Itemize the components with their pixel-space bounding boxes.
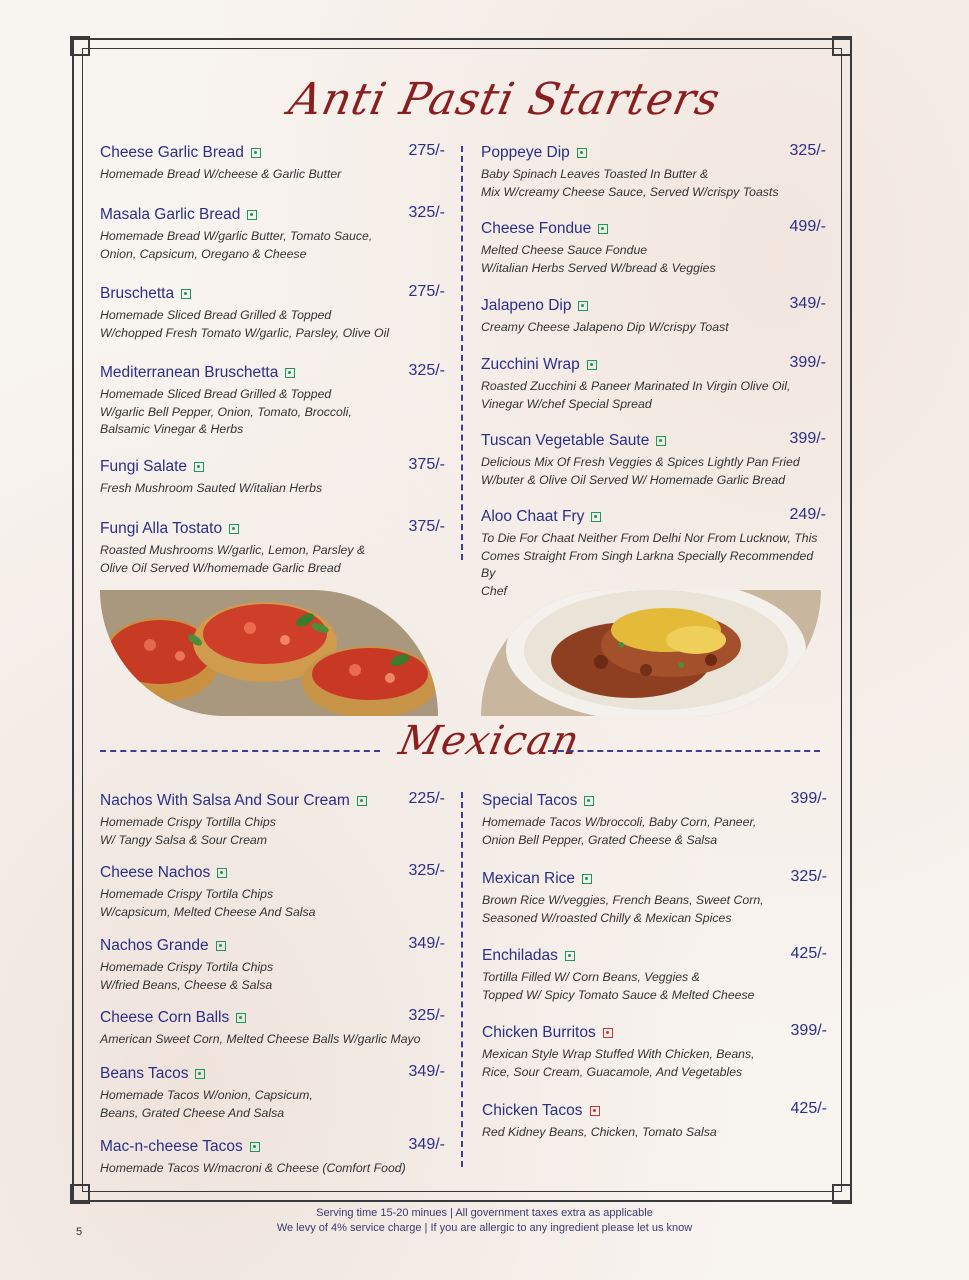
- veg-icon: [587, 360, 597, 370]
- item-description: Brown Rice W/veggies, French Beans, Sweet Corn, Seasoned W/roasted Chilly & Mexican Spices: [482, 893, 764, 925]
- item-description: Homemade Tacos W/onion, Capsicum, Beans, Grated Cheese And Salsa: [100, 1088, 313, 1120]
- veg-icon: [656, 436, 666, 446]
- item-price: 425/-: [790, 945, 827, 962]
- item-price: 399/-: [790, 790, 827, 807]
- veg-icon: [251, 148, 261, 158]
- item-description: Creamy Cheese Jalapeno Dip W/crispy Toast: [481, 320, 729, 334]
- menu-item: [482, 1102, 827, 1142]
- menu-item: [481, 356, 826, 413]
- item-price: 425/-: [790, 1100, 827, 1117]
- item-price: 325/-: [408, 362, 445, 379]
- menu-item: [100, 1009, 445, 1049]
- frame-corner: [832, 1184, 852, 1204]
- item-description: Delicious Mix Of Fresh Veggies & Spices Lightly Pan Fried W/buter & Olive Oil Served W/ Homemade Garlic Bread: [481, 455, 800, 487]
- menu-item: [481, 297, 826, 337]
- menu-item: [100, 520, 445, 577]
- item-name: Cheese Nachos: [100, 864, 211, 881]
- item-name: Zucchini Wrap: [481, 356, 580, 373]
- item-name: Nachos With Salsa And Sour Cream: [100, 792, 350, 809]
- item-price: 399/-: [789, 354, 826, 371]
- veg-icon: [598, 224, 608, 234]
- item-name: Cheese Fondue: [481, 220, 592, 237]
- menu-item: [482, 1024, 827, 1081]
- menu-item: [100, 458, 445, 498]
- menu-item: [100, 1065, 445, 1122]
- frame-corner: [70, 36, 90, 56]
- section-divider-left: [100, 750, 380, 752]
- item-price: 399/-: [790, 1022, 827, 1039]
- item-description: Homemade Tacos W/macroni & Cheese (Comfort Food): [100, 1161, 406, 1175]
- non-veg-icon: [603, 1028, 613, 1038]
- veg-icon: [577, 148, 587, 158]
- item-price: 325/-: [408, 1007, 445, 1024]
- item-price: 349/-: [408, 935, 445, 952]
- menu-item: [481, 144, 826, 201]
- menu-item: [100, 864, 445, 921]
- menu-item: [100, 937, 445, 994]
- veg-icon: [285, 368, 295, 378]
- item-name: Aloo Chaat Fry: [481, 508, 585, 525]
- item-price: 399/-: [789, 430, 826, 447]
- item-name: Fungi Alla Tostato: [100, 520, 223, 537]
- page-number: 5: [76, 1226, 83, 1238]
- item-description: Homemade Bread W/garlic Butter, Tomato Sauce, Onion, Capsicum, Oregano & Cheese: [100, 229, 373, 261]
- item-name: Tuscan Vegetable Saute: [481, 432, 650, 449]
- item-name: Chicken Tacos: [482, 1102, 583, 1119]
- veg-icon: [216, 941, 226, 951]
- menu-item: [481, 508, 826, 600]
- footer-line-1: Serving time 15-20 minues | All government taxes extra as applicable: [316, 1207, 653, 1219]
- item-name: Cheese Garlic Bread: [100, 144, 244, 161]
- item-name: Fungi Salate: [100, 458, 188, 475]
- veg-icon: [591, 512, 601, 522]
- menu-item: [100, 285, 445, 342]
- item-name: Jalapeno Dip: [481, 297, 572, 314]
- veg-icon: [565, 951, 575, 961]
- item-price: 325/-: [408, 204, 445, 221]
- item-name: Nachos Grande: [100, 937, 209, 954]
- item-name: Masala Garlic Bread: [100, 206, 241, 223]
- veg-icon: [247, 210, 257, 220]
- veg-icon: [582, 874, 592, 884]
- item-description: Red Kidney Beans, Chicken, Tomato Salsa: [482, 1125, 717, 1139]
- veg-icon: [229, 524, 239, 534]
- item-price: 349/-: [408, 1063, 445, 1080]
- item-name: Poppeye Dip: [481, 144, 570, 161]
- non-veg-icon: [590, 1106, 600, 1116]
- veg-icon: [236, 1013, 246, 1023]
- item-name: Beans Tacos: [100, 1065, 189, 1082]
- item-description: Fresh Mushroom Sauted W/italian Herbs: [100, 481, 323, 495]
- item-description: Homemade Tacos W/broccoli, Baby Corn, Paneer, Onion Bell Pepper, Grated Cheese & Salsa: [482, 815, 757, 847]
- item-description: To Die For Chaat Neither From Delhi Nor From Lucknow, This Comes Straight From Singh Larkna Specially Recommended By Chef: [481, 531, 818, 598]
- frame-corner: [832, 36, 852, 56]
- item-name: Cheese Corn Balls: [100, 1009, 230, 1026]
- menu-item: [482, 870, 827, 927]
- veg-icon: [181, 289, 191, 299]
- veg-icon: [250, 1142, 260, 1152]
- item-description: American Sweet Corn, Melted Cheese Balls W/garlic Mayo: [100, 1032, 421, 1046]
- item-price: 325/-: [790, 868, 827, 885]
- item-price: 275/-: [408, 142, 445, 159]
- item-description: Homemade Crispy Tortila Chips W/fried Beans, Cheese & Salsa: [100, 960, 274, 992]
- item-price: 275/-: [408, 283, 445, 300]
- item-name: Special Tacos: [482, 792, 578, 809]
- item-name: Mexican Rice: [482, 870, 576, 887]
- menu-item: [100, 144, 445, 184]
- section-divider-right: [548, 750, 820, 752]
- item-description: Baby Spinach Leaves Toasted In Butter & Mix W/creamy Cheese Sauce, Served W/crispy Toasts: [481, 167, 779, 199]
- item-price: 375/-: [408, 456, 445, 473]
- veg-icon: [217, 868, 227, 878]
- item-name: Mediterranean Bruschetta: [100, 364, 279, 381]
- footer-line-2: We levy of 4% service charge | If you are allergic to any ingredient please let us know: [276, 1222, 693, 1234]
- item-price: 349/-: [789, 295, 826, 312]
- veg-icon: [578, 301, 588, 311]
- section-title-antipasti: Anti Pasti Starters: [284, 74, 725, 125]
- column-divider: [461, 146, 463, 560]
- menu-item: [100, 792, 445, 849]
- item-price: 249/-: [789, 506, 826, 523]
- item-name: Bruschetta: [100, 285, 175, 302]
- item-description: Roasted Zucchini & Paneer Marinated In Virgin Olive Oil, Vinegar W/chef Special Spread: [481, 379, 791, 411]
- menu-item: [481, 432, 826, 489]
- menu-item: [100, 364, 445, 439]
- item-description: Melted Cheese Sauce Fondue W/italian Herbs Served W/bread & Veggies: [481, 243, 716, 275]
- menu-item: [100, 206, 445, 263]
- item-name: Chicken Burritos: [482, 1024, 596, 1041]
- item-name: Enchiladas: [482, 947, 558, 964]
- menu-item: [100, 1138, 445, 1178]
- veg-icon: [357, 796, 367, 806]
- item-price: 225/-: [408, 790, 445, 807]
- item-price: 325/-: [789, 142, 826, 159]
- column-divider: [461, 792, 463, 1167]
- item-description: Tortilla Filled W/ Corn Beans, Veggies & Topped W/ Spicy Tomato Sauce & Melted Cheese: [482, 970, 755, 1002]
- veg-icon: [194, 462, 204, 472]
- item-description: Homemade Sliced Bread Grilled & Topped W/garlic Bell Pepper, Onion, Tomato, Broccoli, Balsamic Vinegar & Herbs: [100, 387, 352, 436]
- item-description: Mexican Style Wrap Stuffed With Chicken, Beans, Rice, Sour Cream, Guacamole, And Vegetables: [482, 1047, 755, 1079]
- item-description: Homemade Crispy Tortilla Chips W/ Tangy Salsa & Sour Cream: [100, 815, 276, 847]
- item-description: Homemade Crispy Tortila Chips W/capsicum, Melted Cheese And Salsa: [100, 887, 316, 919]
- veg-icon: [584, 796, 594, 806]
- item-description: Roasted Mushrooms W/garlic, Lemon, Parsley & Olive Oil Served W/homemade Garlic Bread: [100, 543, 366, 575]
- veg-icon: [195, 1069, 205, 1079]
- item-price: 325/-: [408, 862, 445, 879]
- item-name: Mac-n-cheese Tacos: [100, 1138, 243, 1155]
- item-price: 375/-: [408, 518, 445, 535]
- frame-corner: [70, 1184, 90, 1204]
- menu-item: [482, 792, 827, 849]
- item-price: 349/-: [408, 1136, 445, 1153]
- menu-item: [482, 947, 827, 1004]
- item-description: Homemade Sliced Bread Grilled & Topped W/chopped Fresh Tomato W/garlic, Parsley, Olive Oil: [100, 308, 390, 340]
- menu-item: [481, 220, 826, 277]
- section-title-mexican: Mexican: [395, 718, 584, 764]
- item-description: Homemade Bread W/cheese & Garlic Butter: [100, 167, 342, 181]
- item-price: 499/-: [789, 218, 826, 235]
